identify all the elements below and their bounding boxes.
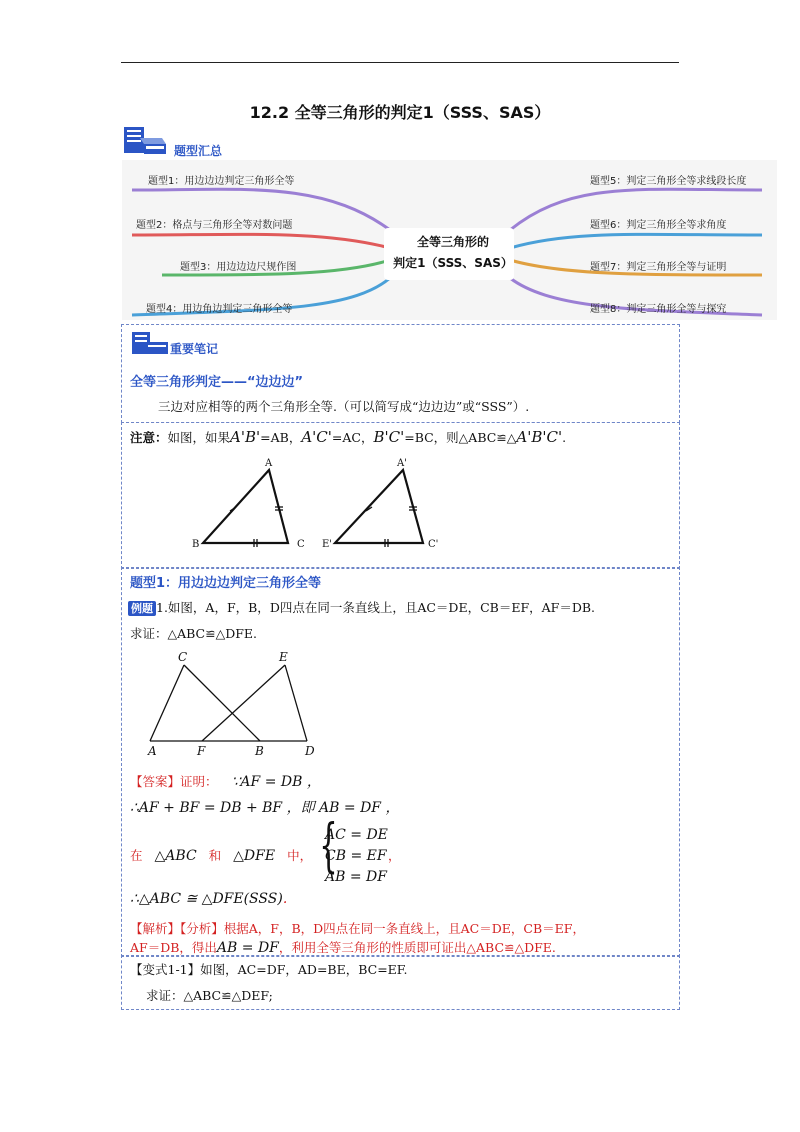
problem-line <box>128 598 595 616</box>
fig-label-D: D <box>305 744 315 758</box>
label-C-prime: C' <box>428 539 439 550</box>
answer-text: 证明： <box>180 774 218 789</box>
triangle-figure-sss <box>185 455 455 555</box>
note-text-4: =BC，则△ABC≌△ <box>404 430 517 445</box>
analysis-line-1: 【解析】【分析】根据A，F，B，D四点在同一条直线上，且AC＝DE，CB＝EF， <box>130 921 585 936</box>
answer-step-3-mid: 和 <box>208 848 222 863</box>
note-text-1: 如图，如果 <box>167 430 231 445</box>
mindmap-item-4: 题型4：用边角边判定三角形全等 <box>146 304 293 315</box>
note-math-2: A'C' <box>301 428 332 446</box>
section-label-summary: 题型汇总 <box>174 144 223 158</box>
problem-figure <box>142 645 327 760</box>
system-end: ， <box>388 848 401 863</box>
fig-label-E: E <box>279 650 288 664</box>
note-line <box>130 428 566 446</box>
example-badge: 例题 <box>128 601 156 616</box>
fig-label-B: B <box>255 744 264 758</box>
equation-system <box>325 825 388 888</box>
label-C: C <box>297 539 305 550</box>
note-math-4: A'B'C' <box>516 428 563 446</box>
answer-step-3-post: 中， <box>287 848 313 863</box>
mindmap-center-line2: 判定1（SSS、SAS） <box>393 256 513 270</box>
mindmap-item-2: 题型2：格点与三角形全等对数问题 <box>136 220 293 231</box>
system-brace: { <box>319 811 338 879</box>
top-rule <box>121 62 679 63</box>
mindmap-item-8: 题型8：判定三角形全等与探究 <box>590 304 727 315</box>
mindmap-item-3: 题型3：用边边边尺规作图 <box>180 262 297 273</box>
type1-heading: 题型1：用边边边判定三角形全等 <box>130 576 322 591</box>
variant-text: 【变式1-1】如图，AC=DF，AD=BE，BC=EF. <box>130 962 408 977</box>
note-text-3: =AC， <box>331 430 374 445</box>
answer-tag: 【答案】 <box>130 774 181 789</box>
notes-label: 重要笔记 <box>170 342 219 356</box>
answer-conclusion: ∴△ABC ≅ △DFE(SSS) <box>130 891 283 907</box>
answer-step-3-pre: 在 <box>130 848 143 863</box>
book-stack-icon <box>122 124 166 158</box>
label-A: A <box>265 458 273 469</box>
answer-step-4 <box>130 891 287 907</box>
answer-line <box>130 771 321 791</box>
equation-2: CB = EF <box>325 848 387 864</box>
note-math-1: A'B' <box>230 428 261 446</box>
problem-prove: 求证：△ABC≌△DFE. <box>130 626 258 641</box>
answer-conclusion-end: . <box>282 891 288 907</box>
mindmap-item-6: 题型6：判定三角形全等求角度 <box>590 220 727 231</box>
mindmap-item-7: 题型7：判定三角形全等与证明 <box>590 262 727 273</box>
fig-label-F: F <box>197 744 206 758</box>
note-math-3: B'C' <box>373 428 405 446</box>
analysis-math: AB = DF <box>216 940 279 956</box>
answer-tri-1: ABC <box>165 848 197 864</box>
answer-tri-2: DFE <box>243 848 276 864</box>
label-B: B <box>192 539 200 550</box>
note-text-2: =AB， <box>260 430 302 445</box>
label-A-prime: A' <box>397 458 407 469</box>
fig-label-C: C <box>178 650 188 664</box>
equation-1: AC = DE <box>325 827 388 843</box>
notes-text: 三边对应相等的两个三角形全等.（可以简写成“边边边”或“SSS”）. <box>158 399 530 414</box>
answer-step-2: ∴AF + BF = DB + BF ，即 AB = DF ， <box>130 800 400 816</box>
answer-step-1: ∵AF = DB ， <box>231 774 321 790</box>
notes-heading: 全等三角形判定——“边边边” <box>130 375 304 390</box>
mindmap-center-line1: 全等三角形的 <box>416 235 489 249</box>
analysis-2b: ，利用全等三角形的性质即可证出△ABC≌△DFE. <box>278 940 556 955</box>
equation-3: AB = DF <box>325 869 387 885</box>
notes-icon <box>132 330 168 358</box>
analysis-2a: AF＝DB，得出 <box>130 940 217 955</box>
mindmap-item-5: 题型5：判定三角形全等求线段长度 <box>590 176 747 187</box>
label-B-prime: E' <box>322 539 333 550</box>
page-title: 12.2 全等三角形的判定1（SSS、SAS） <box>249 103 551 122</box>
answer-step-3: 在 △ABC 和 △DFE 中， <box>130 848 313 864</box>
analysis-line-2 <box>130 938 556 956</box>
mindmap-item-1: 题型1：用边边边判定三角形全等 <box>148 176 295 187</box>
note-prefix: 注意： <box>130 430 168 445</box>
variant-prove: 求证：△ABC≌△DEF; <box>146 988 273 1003</box>
fig-label-A: A <box>148 744 157 758</box>
problem-text: 1.如图，A，F，B，D四点在同一条直线上，且AC＝DE，CB＝EF，AF＝DB. <box>156 600 596 615</box>
note-text-5: . <box>562 430 567 445</box>
